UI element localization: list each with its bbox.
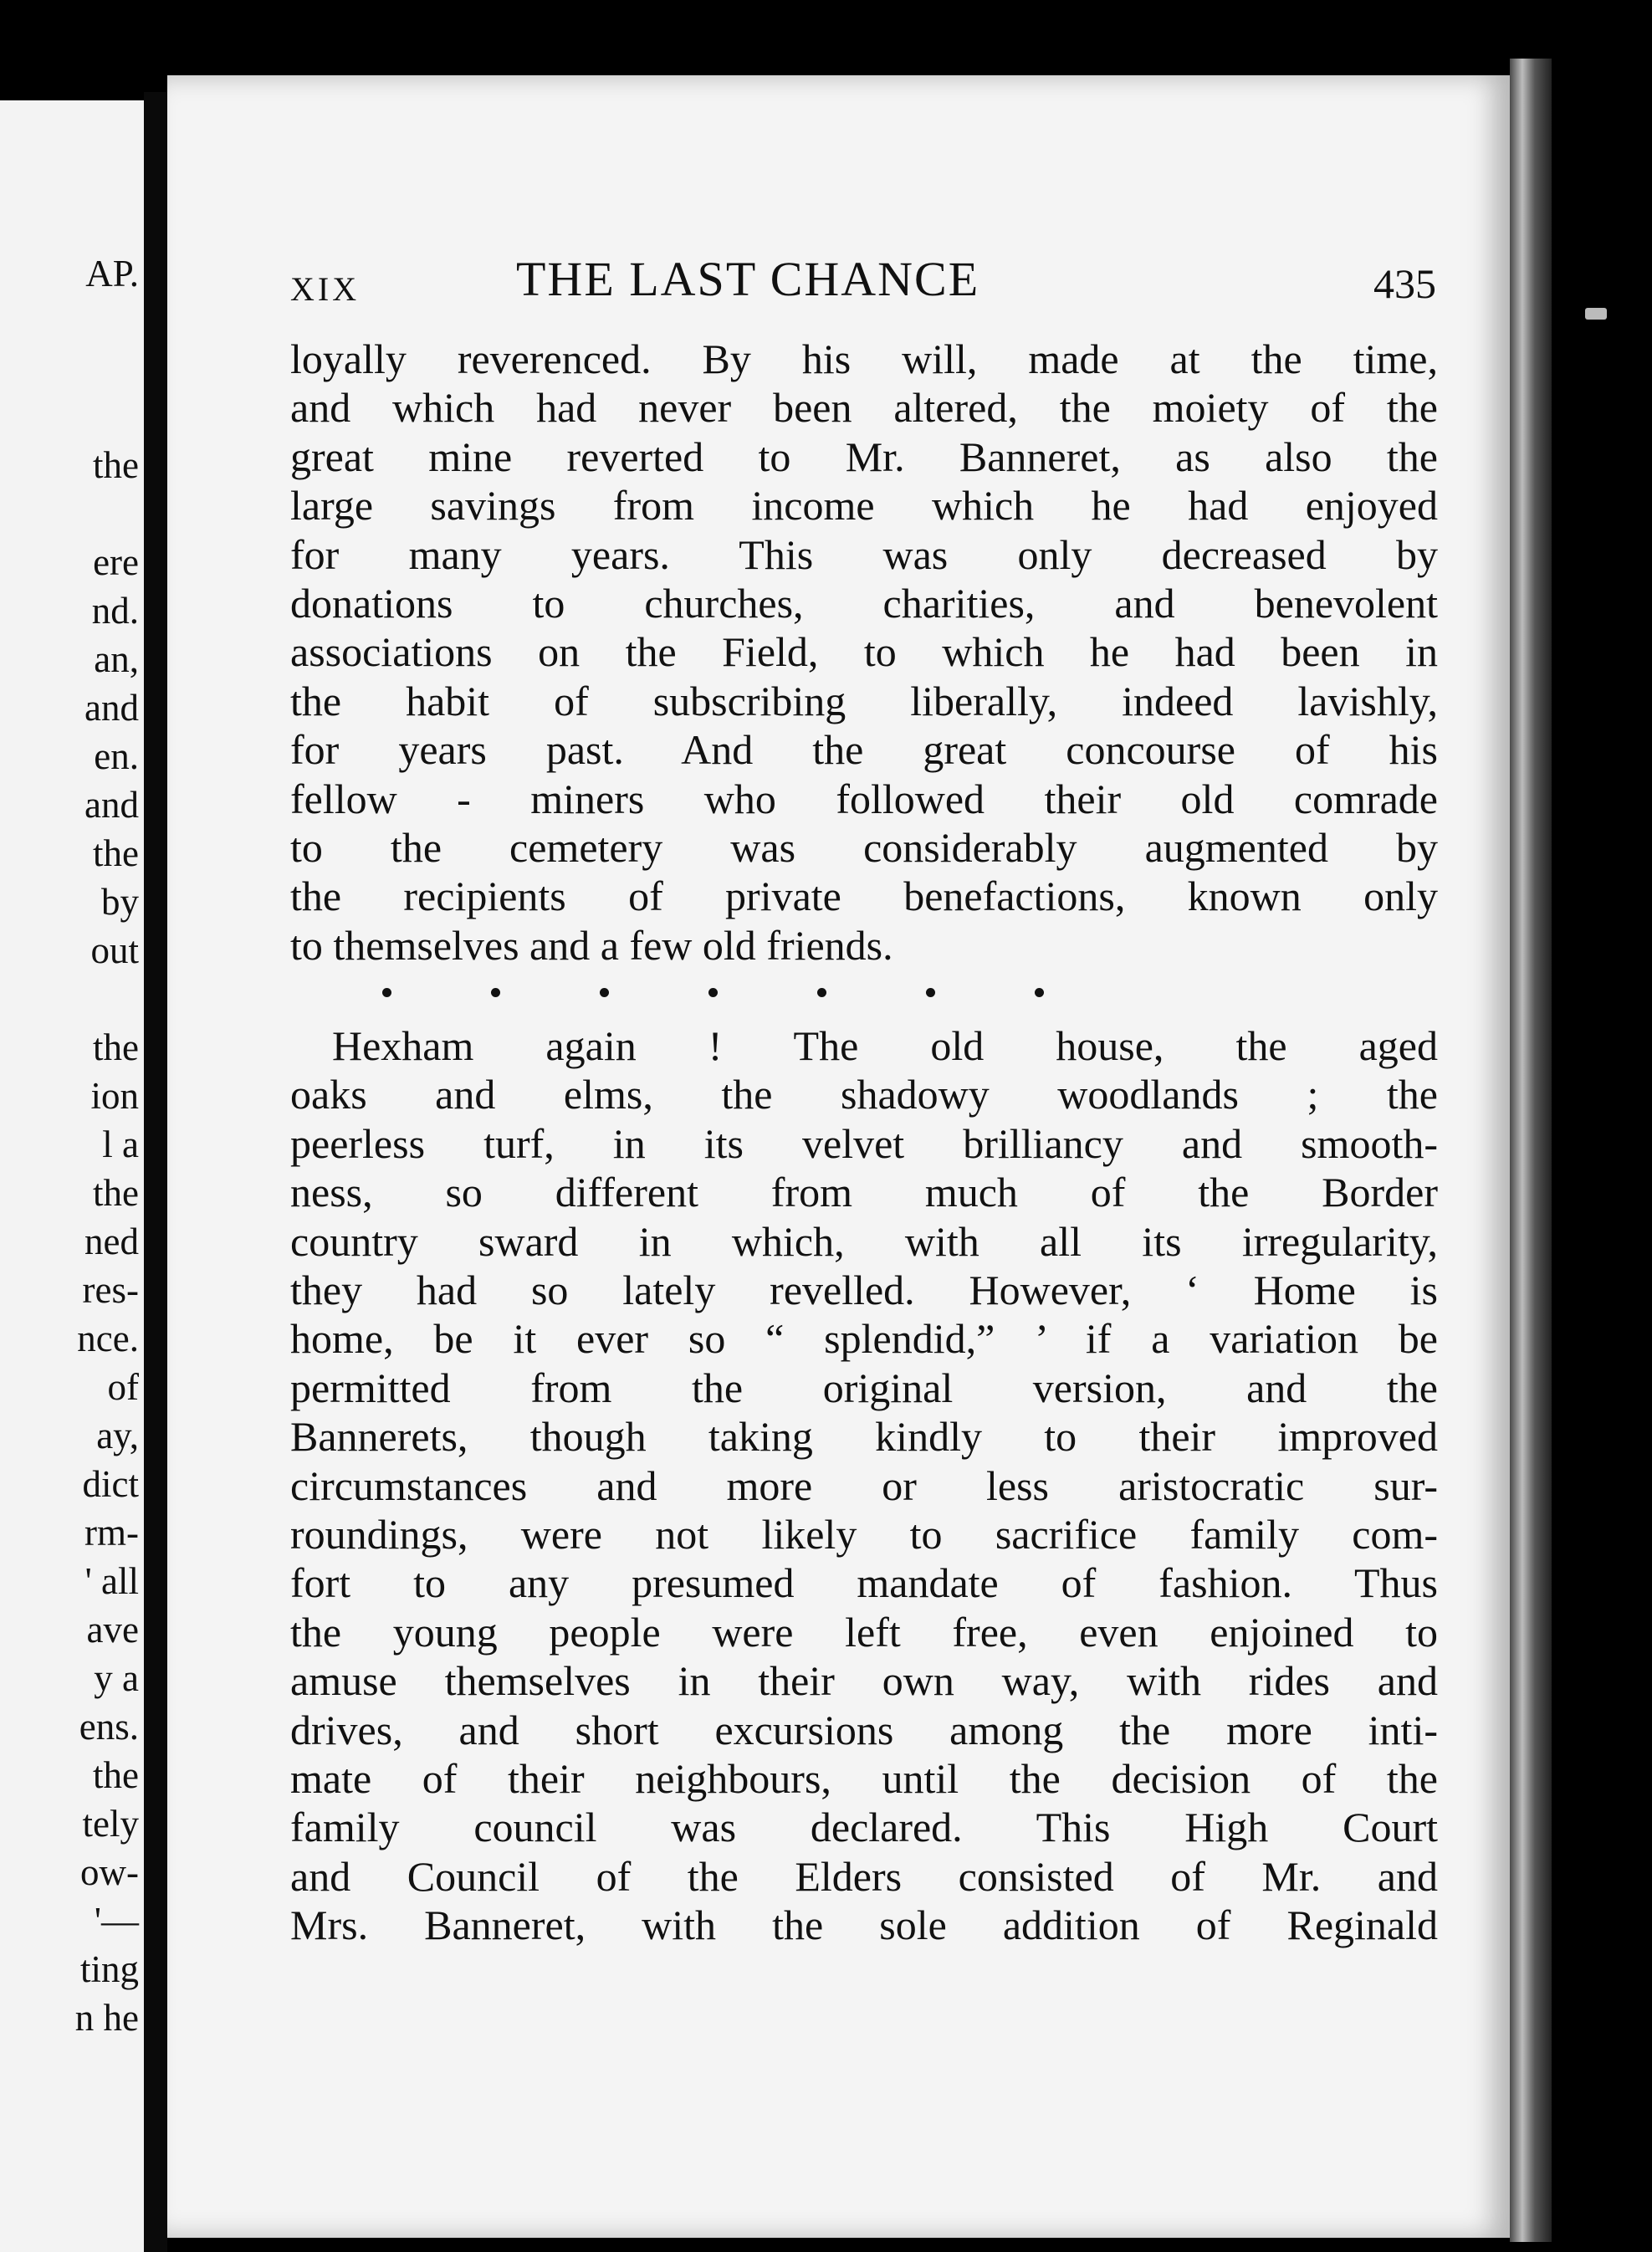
- text-line: amuse themselves in their own way, with rides and: [290, 1657, 1438, 1705]
- text-line: country sward in which, with all its irregularity,: [290, 1217, 1438, 1265]
- ornament-dot: [926, 988, 935, 997]
- left-page-line: ow-: [80, 1851, 139, 1893]
- chapter-number: XIX: [290, 270, 361, 308]
- text-line: great mine reverted to Mr. Banneret, as also the: [290, 432, 1438, 480]
- scan-margin-mark: [1585, 308, 1607, 320]
- text-line: oaks and elms, the shadowy woodlands ; the: [290, 1071, 1438, 1118]
- left-page-line: ned: [84, 1221, 139, 1262]
- text-line: circumstances and more or less aristocratic sur-: [290, 1461, 1438, 1509]
- text-line: fort to any presumed mandate of fashion. Thus: [290, 1559, 1438, 1607]
- text-line: Hexham again ! The old house, the aged: [332, 1022, 1438, 1070]
- body-text: [290, 335, 1438, 1950]
- left-page-line: the: [93, 1026, 139, 1068]
- book-page: [167, 75, 1510, 2238]
- left-page-line: the: [93, 444, 139, 486]
- text-line: the habit of subscribing liberally, indeed lavishly,: [290, 677, 1438, 724]
- text-line: ness, so different from much of the Border: [290, 1169, 1438, 1216]
- left-page-line: dict: [82, 1463, 139, 1505]
- text-line: drives, and short excursions among the more inti-: [290, 1706, 1438, 1753]
- text-line: for many years. This was only decreased by: [290, 530, 1438, 578]
- section-break-dots: [290, 970, 1438, 1021]
- left-page-line: of: [107, 1366, 139, 1408]
- left-page-line: ay,: [96, 1415, 139, 1456]
- ornament-dot: [600, 988, 609, 997]
- left-page-line: the: [93, 1754, 139, 1796]
- text-line: Mrs. Banneret, with the sole addition of Reginald: [290, 1901, 1438, 1949]
- text-line: Bannerets, though taking kindly to their improved: [290, 1413, 1438, 1461]
- running-title: THE LAST CHANCE: [516, 252, 980, 306]
- left-page-line: tely: [82, 1803, 139, 1845]
- text-line: the young people were left free, even enjoined to: [290, 1608, 1438, 1656]
- left-page-line: ' all: [84, 1560, 139, 1602]
- left-page-line: ere: [93, 541, 139, 583]
- text-line: mate of their neighbours, until the decision of the: [290, 1754, 1438, 1802]
- text-line: and Council of the Elders consisted of Mr. and: [290, 1852, 1438, 1900]
- left-page-line: rm-: [84, 1512, 139, 1553]
- left-page-line: nce.: [77, 1318, 139, 1359]
- left-page-line: AP.: [85, 253, 139, 294]
- left-page-line: y a: [94, 1657, 139, 1699]
- previous-page-fragment: [0, 100, 144, 2252]
- left-page-line: ave: [86, 1609, 139, 1651]
- text-line: and which had never been altered, the moiety of the: [290, 384, 1438, 432]
- left-page-line: and: [84, 687, 139, 729]
- ornament-dot: [491, 988, 500, 997]
- text-line: family council was declared. This High Court: [290, 1804, 1438, 1851]
- text-line: they had so lately revelled. However, ‘ Home is: [290, 1267, 1438, 1314]
- text-line: peerless turf, in its velvet brilliancy and smooth-: [290, 1119, 1438, 1167]
- left-page-line: ting: [79, 1948, 139, 1990]
- ornament-dot: [817, 988, 826, 997]
- left-page-line: ens.: [79, 1706, 139, 1748]
- left-page-line: nd.: [91, 590, 139, 632]
- ornament-dot: [1035, 988, 1044, 997]
- text-line: donations to churches, charities, and benevolent: [290, 579, 1438, 627]
- left-page-line: l a: [102, 1123, 139, 1165]
- text-line: home, be it ever so “ splendid,” ’ if a variation be: [290, 1315, 1438, 1363]
- text-line: loyally reverenced. By his will, made at the time,: [290, 335, 1438, 382]
- left-page-line: by: [101, 881, 139, 923]
- ornament-dot: [382, 988, 391, 997]
- text-line: the recipients of private benefactions, known only: [290, 873, 1438, 920]
- text-line: permitted from the original version, and the: [290, 1364, 1438, 1411]
- left-page-line: and: [84, 784, 139, 826]
- text-line: large savings from income which he had enjoyed: [290, 482, 1438, 530]
- left-page-line: the: [93, 1172, 139, 1214]
- left-page-line: out: [90, 929, 139, 971]
- page-number: 435: [1373, 260, 1436, 307]
- running-head: [290, 251, 1436, 318]
- text-line: for years past. And the great concourse of his: [290, 726, 1438, 774]
- text-line: fellow - miners who followed their old comrade: [290, 775, 1438, 822]
- text-line: associations on the Field, to which he had been in: [290, 628, 1438, 676]
- left-page-line: '—: [94, 1900, 139, 1942]
- page-edge-shadow: [1510, 59, 1552, 2242]
- text-line: to themselves and a few old friends.: [290, 921, 893, 969]
- book-gutter: [144, 92, 167, 2252]
- left-page-line: en.: [94, 735, 139, 777]
- left-page-line: the: [93, 832, 139, 874]
- left-page-line: n he: [74, 1997, 139, 2039]
- left-page-line: res-: [82, 1269, 139, 1311]
- left-page-line: an,: [94, 638, 139, 680]
- left-page-line: ion: [90, 1075, 139, 1117]
- text-line: to the cemetery was considerably augmented by: [290, 823, 1438, 871]
- ornament-dot: [708, 988, 718, 997]
- text-line: roundings, were not likely to sacrifice family com-: [290, 1510, 1438, 1558]
